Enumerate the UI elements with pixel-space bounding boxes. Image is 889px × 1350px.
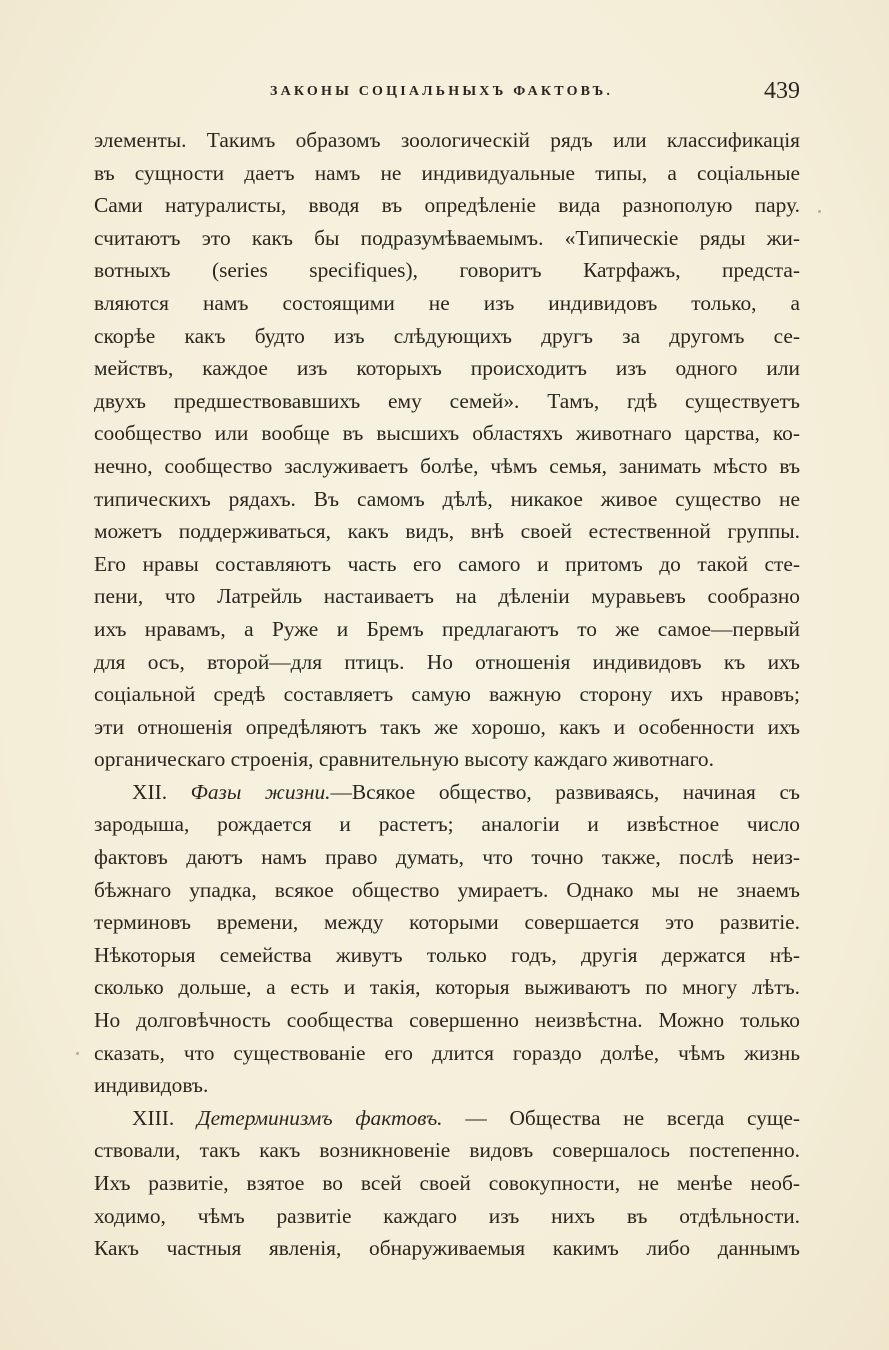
text-line: сказать, что существованіе его длится гораздо долѣе, чѣмъ жизнь [94, 1040, 800, 1065]
text-line: ходимо, чѣмъ развитіе каждаго изъ нихъ въ отдѣльности. [94, 1203, 800, 1228]
paper-speck [76, 1052, 79, 1055]
text-line: ствовали, такъ какъ возникновеніе видовъ совершалось постепенно. [94, 1138, 800, 1163]
text-line: вляются намъ состоящими не изъ индивидовъ только, а [94, 290, 800, 315]
text-line: сообщество или вообще въ высшихъ областяхъ животнаго царства, ко- [94, 421, 800, 446]
section-xii [94, 776, 800, 1102]
body-text [94, 124, 800, 1265]
text-line: органическаго строенія, сравнительную высоту каждаго животнаго. [94, 747, 714, 772]
text-line: типическихъ рядахъ. Въ самомъ дѣлѣ, никакое живое существо не [94, 486, 800, 511]
section-number: XIII. [132, 1105, 175, 1130]
text-line: терминовъ времени, между которыми совершается это развитіе. [94, 910, 800, 935]
text-line: Его нравы составляютъ часть его самого и притомъ до такой сте- [94, 551, 800, 576]
section-title: Детерминизмъ фактовъ. [196, 1105, 443, 1130]
text-line: Нѣкоторыя семейства живутъ только годъ, другія держатся нѣ- [94, 942, 800, 967]
text-line: соціальной средѣ составляетъ самую важную сторону ихъ нравовъ; [94, 682, 800, 707]
running-title: ЗАКОНЫ СОЦІАЛЬНЫХЪ ФАКТОВЪ. [270, 84, 614, 99]
page-header [94, 78, 800, 110]
text-line: бѣжнаго упадка, всякое общество умираетъ. Однако мы не знаемъ [94, 877, 800, 902]
section-first-line-text: — Общества не всегда суще- [442, 1105, 800, 1130]
text-line: индивидовъ. [94, 1073, 209, 1098]
text-line: эти отношенія опредѣляютъ такъ же хорошо, какъ и особенности ихъ [94, 714, 800, 739]
section-xiii [94, 1102, 800, 1265]
text-line: нечно, сообщество заслуживаетъ болѣе, чѣмъ семья, занимать мѣсто въ [94, 453, 800, 478]
paper-speck [818, 210, 821, 213]
text-line: скорѣе какъ будто изъ слѣдующихъ другъ за другомъ се- [94, 323, 800, 348]
page-number: 439 [764, 78, 800, 104]
text-line: сколько дольше, а есть и такія, которыя выживаютъ по многу лѣтъ. [94, 975, 800, 1000]
text-line: въ сущности даетъ намъ не индивидуальные типы, а соціальные [94, 160, 800, 185]
text-line: можетъ поддерживаться, какъ видъ, внѣ своей естественной группы. [94, 519, 800, 544]
section-title: Фазы жизни. [190, 779, 331, 804]
text-line: зародыша, рождается и растетъ; аналогіи и извѣстное число [94, 812, 800, 837]
text-line: Какъ частныя явленія, обнаруживаемыя какимъ либо даннымъ [94, 1236, 800, 1261]
text-line: ихъ нравамъ, а Руже и Бремъ предлагаютъ то же самое—первый [94, 616, 800, 641]
text-line: элементы. Такимъ образомъ зоологическій рядъ или классификація [94, 128, 800, 152]
section-heading-line [94, 776, 800, 809]
text-line: вотныхъ (series specifiques), говоритъ Катрфажъ, предста- [94, 258, 800, 283]
section-heading-line [94, 1102, 800, 1135]
text-line: Сами натуралисты, вводя въ опредѣленіе вида разнополую пару. [94, 193, 800, 218]
text-line: для осъ, второй—для птицъ. Но отношенія индивидовъ къ ихъ [94, 649, 800, 674]
text-line: пени, что Латрейль настаиваетъ на дѣленіи муравьевъ сообразно [94, 584, 800, 609]
section-first-line-text: —Всякое общество, развиваясь, начиная съ [330, 779, 800, 804]
paragraph-continuation [94, 124, 800, 776]
text-line: фактовъ даютъ намъ право думать, что точно также, послѣ неиз- [94, 845, 800, 870]
text-line: Но долговѣчность сообщества совершенно неизвѣстна. Можно только [94, 1008, 800, 1033]
text-line: мействъ, каждое изъ которыхъ происходитъ изъ одного или [94, 356, 800, 381]
text-line: двухъ предшествовавшихъ ему семей». Тамъ, гдѣ существуетъ [94, 388, 800, 413]
text-line: считаютъ это какъ бы подразумѣваемымъ. «Типическіе ряды жи- [94, 225, 800, 250]
section-number: XII. [132, 779, 168, 804]
text-line: Ихъ развитіе, взятое во всей своей совокупности, не менѣе необ- [94, 1171, 800, 1195]
